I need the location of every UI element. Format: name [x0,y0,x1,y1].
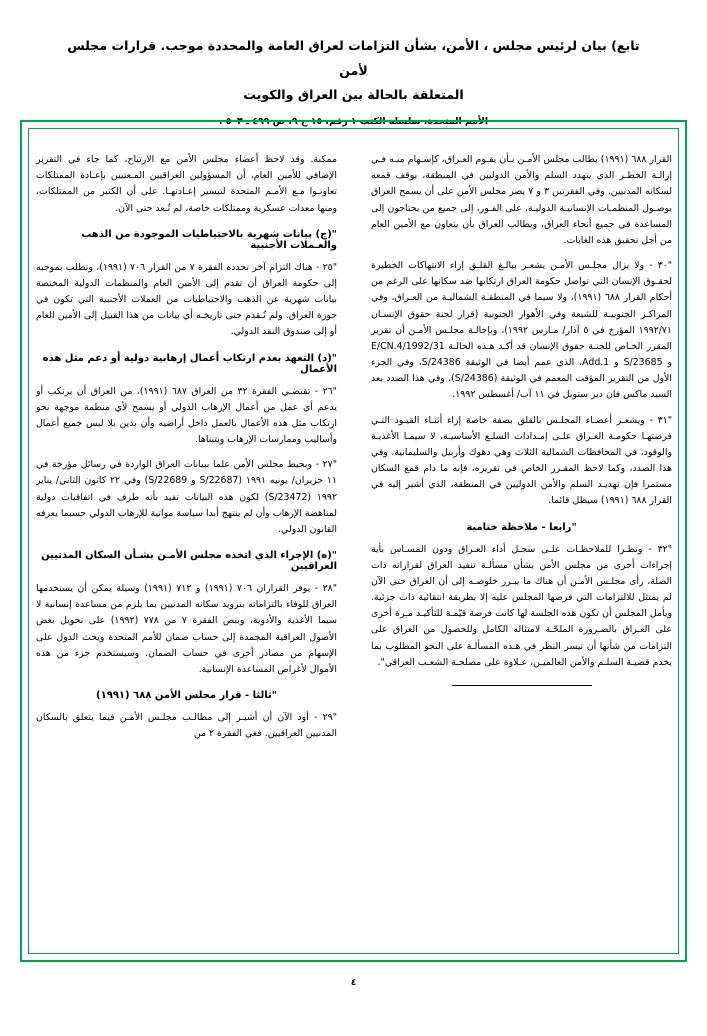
paragraph: "٢٥ - هناك التزام آخر تحدده الفقرة ٧ من القرار ٧٠٦ (١٩٩١)، وتطلب بموجبه إلى حكومة العراق أن تقدم إلى الأمين العام والمنظمات الدولية المختصة بيانات شهرية عن الذهب والاحتياطيات من العملات الأجنبية التي تكون في حوزة العراق. ولم تُـقدم حتى تاريخـه أي بيانات من هذا القبيل إلى الأمين العام أو إلى صندوق النقد الدولي. [36,261,337,338]
paragraph: ممكنة. وقد لاحظ أعضاء مجلس الأمن مع الارتياح، كما جاء في التقرير الإضافي للأمين العام، أن المسؤولين العراقيين المـعنيين بإعـادة الممتلكات تعاونـوا مـع الأمـم المتحدة لتيسير إعـادتهـا. على أن الكثير من الممتلكات، ومنها معدات عسكرية وممتلكات خاصة، لم تُـعد حتى الآن. [36,154,337,214]
right-column [371,152,672,934]
section-heading: "(د) التعهد بعدم ارتكاب أعمال إرهابية دولية أو دعم مثل هذه الأعمال [42,352,337,375]
paragraph: "٢٨ - يوفر القراران ٧٠٦ (١٩٩١) و ٧١٢ (١٩٩١) وسيلة يمكن أن يستخدمها العراق للوفاء بالتزاماته بتزويد سكانه المدنيين بما يلزم من مساعدة إنسانية لا سيما الأغذية والأدوية، وبنص الفقرة ٧ من ٧٧٨ (١٩٩٢) على تحويل بعض الأصول العراقية المجمدة إلى حساب ضمان للأمم المتحدة ويحث الدول على الإسهام من مصادر أخرى في حساب الضمان. وسيستخدم جزء من هذه الأموال لأغراض المساعدة الإنسانية. [36,583,337,675]
header-source-line: الأمم المتحدة، سلسلة الكتب ١ رقم، ١٥ ج ٩، ص ٤٩٩ ـ ٥٠٣ . [218,115,489,127]
paragraph: "٢٧ - وبحيط مجلس الأمن علما ببيانات العراق الواردة في رسائل مؤرخة في ١١ حزيران/ يونيه ١٩٩١ (S/22687 و S/22689) وفي ٢٢ كانون الثاني/ يناير ١٩٩٢ (S/23472) لكون هذه البيانات تفيد بأنه طرف في اتفاقيات دولية لمناهضة الإرهاب وأن لم ينتهج أبدا سياسة مواتية للإرهاب الدولي حسبما يعرفه القانون الدولي. [36,459,338,535]
paragraph: القرار ٦٨٨ (١٩٩١) يطالب مجلس الأمـن بـأن يقـوم العـراق، كإسـهام منـه فـي إزالـة الخطـر الذي يتهدد السلم والأمن الدوليين في المنطقة، بوقف قمعه لسكانه المدنيين. وفي الفقرتين ٣ و ٧ يصر مجلس الأمن على أن يسمح العراق بوصـول المنظمـات الإنسانيـة الدوليـة، على الفـور، إلى جميع من يحتاجون إلى المساعدة في جميع أنحاء العراق، ويطالب العراق بأن يتعاون مع الأمين العام من أجل تحقيق هذه الغايات. [371,154,672,246]
section-heading: "(ج) بيانات شهرية بالاحتياطيات الموجودة من الذهب والعـملات الأجنبية [81,228,337,251]
header-title-line-1: تابع) بيان لرئيس مجلس ، الأمن، بشأن التزامات لعراق العامة والمحددة موجب. قرارات مجلس لأمن [67,38,640,78]
paragraph: "٣٠ - ولا يزال مجلـس الأمـن يشعـر ببالـغ القلـق إزاء الانتهاكات الخطيرة لحقـوق الإنسان التي تواصل حكومة العراق ارتكابها ضد سكانها على الرغم من أحكام القرار ٦٨٨ (١٩٩١)، ولا سيما في المنطقـة الشماليـة من العـراق، وفي المراكـز الجنوبيـة للشيعة وفي الأهوار الجنوبية (قرار لجنة حقوق الإنسـان ١٩٩٢/٧١ المؤرخ في ٥ آذار/ مـارس ١٩٩٢)، وبإحالـة مجلـس الأمـن أن تقرير المقرر الخـاص للجنـة حقوق الإنسان قد أكـد هـذه الحالـة E/CN.4/1992/31 و S/23685 و Add.1، الذي عمم أيضا في الوثيقة S/24386، وفي الجزء الأول من التقرير المؤقت المعمم في الوثيقة (S/24386)، وفي هذا الصدد بعد السيد ماكس فان دير ستويل في ١١ آب/ أغسطس ١٩٩٢. [371,260,672,401]
page-footer [0,978,707,988]
left-column [36,152,337,934]
header-title-line-2: المتعلقة بالحالة بين العراق والكويت [243,87,464,103]
section-heading: "ثالثا - قرار مجلس الأمن ٦٨٨ (١٩٩١) [96,690,277,702]
horizontal-rule [452,685,592,686]
paragraph: "٢٦ - تقتضـي الفقرة ٣٢ من العراق ٦٨٧ (١٩٩١)، من العراق أن يرتكب أو يدعم أي عمل من أعمال الإرهاب الدولي أو يسمح لأي منظمة موجهة نحو ارتكاب مثل هذه الأعمال بالعمل داخل أراضيه وأن يدين بلا لبس جميع أعمال وأساليب وممارسات الإرهاب ويتبناها. [36,385,337,446]
section-heading: "(ه) الإجراء الذي اتخذه مجلس الأمـن بشـأن السكان المدنيين العراقيين [41,550,337,573]
paragraph: "٣٢ - ونظـرا للملاحظـات علـى سجـل أداء العـراق ودون المسـاس بأية إجراءات أخرى من مجلس الأمن بشأن مسألـة تنفيذ العراق لقراراته ذات الصلة، رأى مجلـس الأمـن أن هناك ما يبـرر خلوصـه إلى أن العراق حتى الآن لم يمتثل للالتزامات التي فرضها المجلس عليه إلا بطريقة انتقائية ذات جزئية. ويأمل المجلس أن تكون هذه الجلسة لها كانت فرصة قيّمـة للتأكيـد مـرة أخرى على العـراق بالضـرورة الملحّـة لامتثاله الكامل وللحصول من العراق على التزامات من شأنها أن تيسر النظر في هـذه المسألـة على النحو المطلوب بما يخدم قضيـة السلـم والأمن العالميـن، عـلاوة على مصلحـة الشعـب العراقي". [371,543,672,668]
paragraph: "٣١ - ويشعـر أعضـاء المجلـس بالقلق بصفة خاصة إزاء أثنـاء القيـود التـي فرضتهـا حكومـة العـراق علـى إمـدادات السلـع الأساسيـة، لا سيمـا الأغذيـة والوقود، في المحافظات الشمالية الثلاث وهي دهوك وأربيل والسليمانية. وفي هذا الصدد، وكما لاحظ المقـرر الخاص في تقريره، فإنه ما دام قمع السكان مستمرا فإن تهديـد السلم والأمن الدوليين في المنطقة، الذي أشير إليه في القرار ٦٨٨ (١٩٩١) سيظل قائما. [371,414,672,507]
document-header [0,0,707,132]
two-column-body [36,152,672,934]
page-number: ٤ [350,978,357,988]
section-heading: "رابعا - ملاحظة ختامية [466,521,577,533]
paragraph: "٢٩ - أود الآن أن أشيـر إلى مطالـب مجلـس الأمـن فيما يتعلق بالسكان المدنيين العراقيين. فغي الفقرة ٢ من [36,712,337,740]
